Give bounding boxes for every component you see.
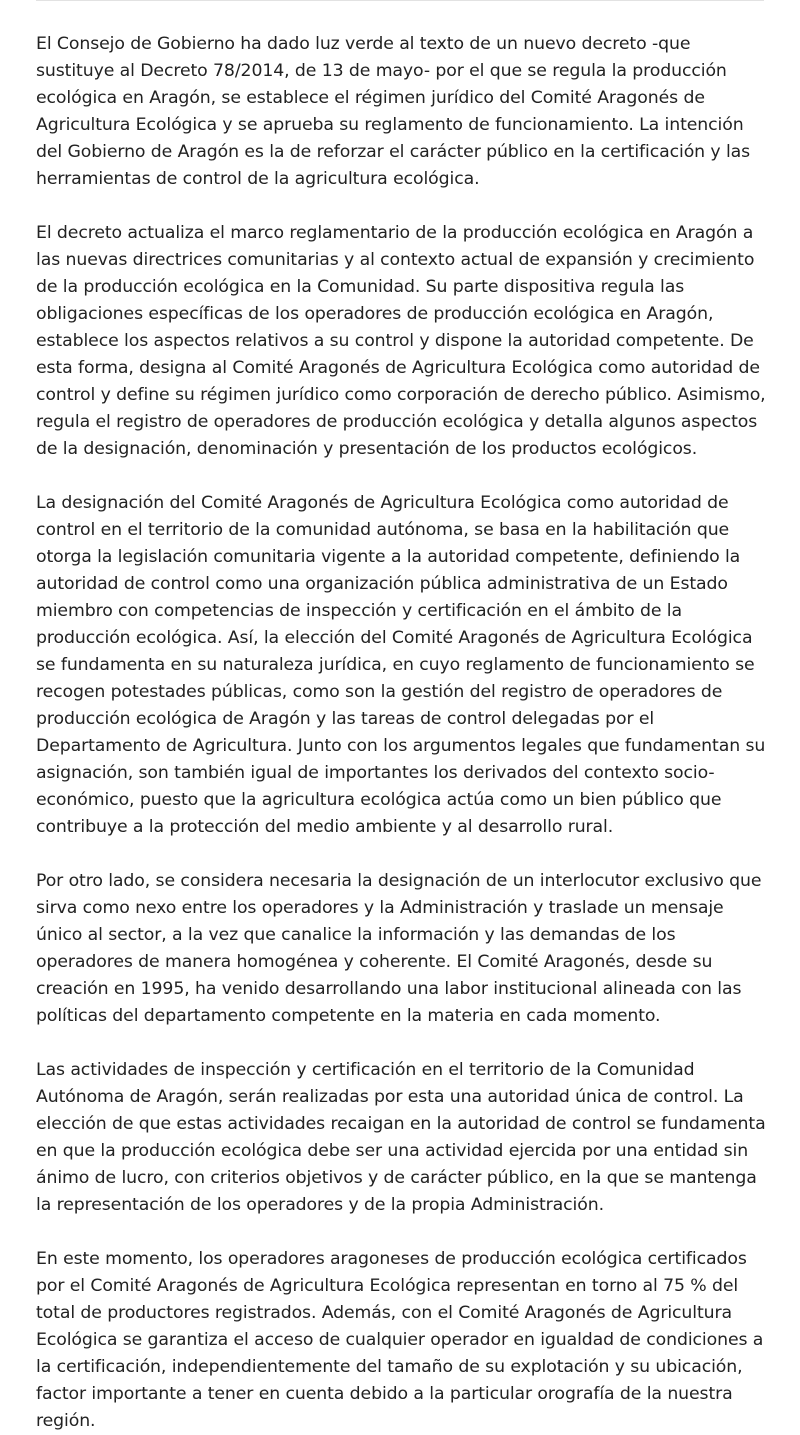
article-paragraph-1: El Consejo de Gobierno ha dado luz verde al texto de un nuevo decreto -que sustituye al Decreto 78/2014, de 13 de mayo- por el que se regula la producción ecológica en Aragón, se establece el régimen jurídico del Comité Aragonés de Agricultura Ecológica y se aprueba su reglamento de funcionamiento. La intención del Gobierno de Aragón es la de reforzar el carácter público en la certificación y las herramientas de control de la agricultura ecológica.	[36, 34, 751, 189]
top-divider	[36, 0, 764, 1]
article-paragraph-6: En este momento, los operadores aragoneses de producción ecológica certificados por el Comité Aragonés de Agricultura Ecológica representan en torno al 75 % del total de productores registrados. Además, con el Comité Aragonés de Agricultura Ecológica se garantiza el acceso de cualquier operador en igualdad de condiciones a la certificación, independientemente del tamaño de su explotación y su ubicación, factor importante a tener en cuenta debido a la particular orografía de la nuestra región.	[36, 1249, 764, 1431]
article-body	[36, 31, 766, 1435]
article-paragraph-2: El decreto actualiza el marco reglamentario de la producción ecológica en Aragón a las nuevas directrices comunitarias y al contexto actual de expansión y crecimiento de la producción ecológica en la Comunidad. Su parte dispositiva regula las obligaciones específicas de los operadores de producción ecológica en Aragón, establece los aspectos relativos a su control y dispone la autoridad competente. De esta forma, designa al Comité Aragonés de Agricultura Ecológica como autoridad de control y define su régimen jurídico como corporación de derecho público. Asimismo, regula el registro de operadores de producción ecológica y detalla algunos aspectos de la designación, denominación y presentación de los productos ecológicos.	[36, 223, 766, 459]
article-paragraph-3: La designación del Comité Aragonés de Agricultura Ecológica como autoridad de control en el territorio de la comunidad autónoma, se basa en la habilitación que otorga la legislación comunitaria vigente a la autoridad competente, definiendo la autoridad de control como una organización pública administrativa de un Estado miembro con competencias de inspección y certificación en el ámbito de la producción ecológica. Así, la elección del Comité Aragonés de Agricultura Ecológica se fundamenta en su naturaleza jurídica, en cuyo reglamento de funcionamiento se recogen potestades públicas, como son la gestión del registro de operadores de producción ecológica de Aragón y las tareas de control delegadas por el Departamento de Agricultura. Junto con los argumentos legales que fundamentan su asignación, son también igual de importantes los derivados del contexto socio-económico, puesto que la agricultura ecológica actúa como un bien público que contribuye a la protección del medio ambiente y al desarrollo rural.	[36, 493, 766, 837]
article-paragraph-5: Las actividades de inspección y certificación en el territorio de la Comunidad Autónoma de Aragón, serán realizadas por esta una autoridad única de control. La elección de que estas actividades recaigan en la autoridad de control se fundamenta en que la producción ecológica debe ser una actividad ejercida por una entidad sin ánimo de lucro, con criterios objetivos y de carácter público, en la que se mantenga la representación de los operadores y de la propia Administración.	[36, 1060, 766, 1215]
article-paragraph-4: Por otro lado, se considera necesaria la designación de un interlocutor exclusivo que sirva como nexo entre los operadores y la Administración y traslade un mensaje único al sector, a la vez que canalice la información y las demandas de los operadores de manera homogénea y coherente. El Comité Aragonés, desde su creación en 1995, ha venido desarrollando una labor institucional alineada con las políticas del departamento competente en la materia en cada momento.	[36, 871, 762, 1026]
